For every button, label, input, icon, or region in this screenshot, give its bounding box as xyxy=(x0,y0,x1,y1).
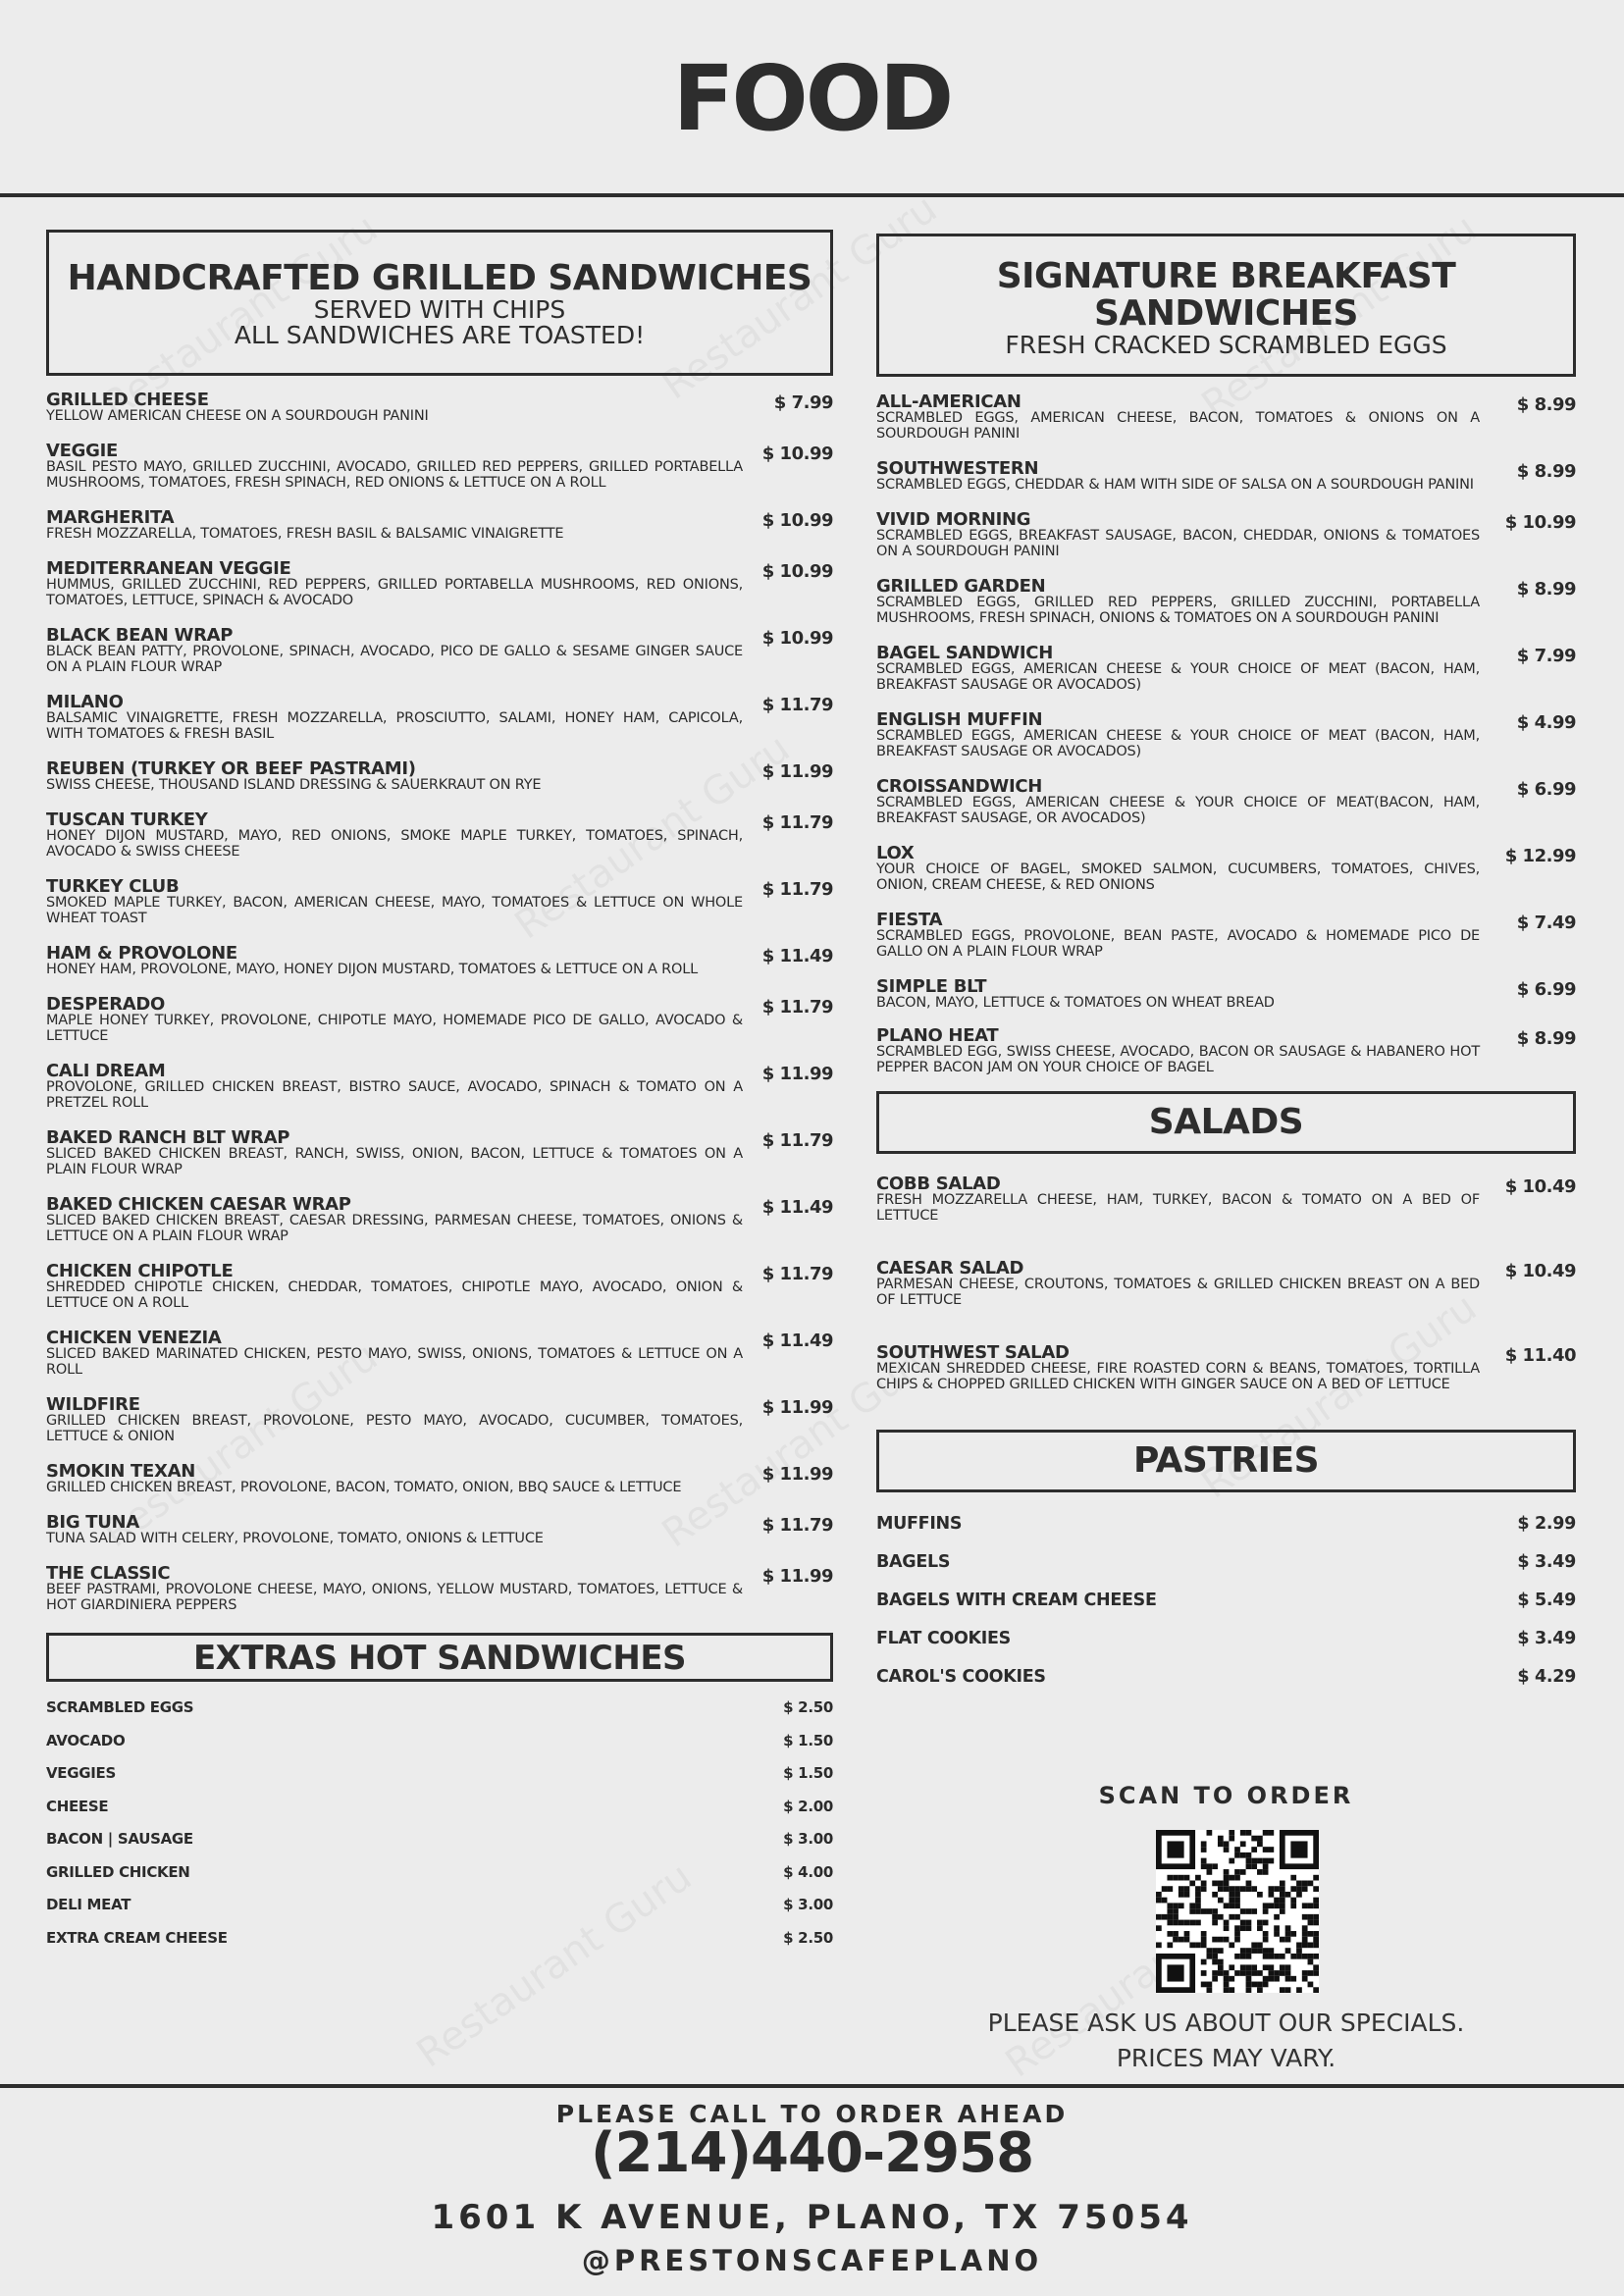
menu-item-name: BAKED CHICKEN CAESAR WRAP xyxy=(46,1194,351,1215)
breakfast-list xyxy=(876,391,1576,1075)
menu-item-name: SMOKIN TEXAN xyxy=(46,1461,196,1482)
salads-list xyxy=(876,1176,1576,1392)
menu-item-price: $ 10.99 xyxy=(1504,512,1576,533)
menu-item xyxy=(46,441,833,491)
menu-item xyxy=(46,943,833,977)
menu-item-price: $ 6.99 xyxy=(1516,979,1576,1000)
menu-item-price: $ 6.99 xyxy=(1516,779,1576,800)
menu-item-description: SLICED BAKED CHICKEN BREAST, RANCH, SWISS, ONION, BACON, LETTUCE & TOMATOES ON A PLAIN FLOUR WRAP xyxy=(46,1146,743,1177)
menu-item-description: HUMMUS, GRILLED ZUCCHINI, RED PEPPERS, GRILLED PORTABELLA MUSHROOMS, RED ONIONS, TOMATOES, LETTUCE, SPINACH & AVOCADO xyxy=(46,577,743,608)
menu-item xyxy=(876,576,1576,626)
menu-item-description: YOUR CHOICE OF BAGEL, SMOKED SALMON, CUCUMBERS, TOMATOES, CHIVES, ONION, CREAM CHEESE, & RED ONIONS xyxy=(876,861,1480,893)
menu-item xyxy=(876,458,1576,493)
menu-row-price: $ 2.50 xyxy=(783,1928,833,1947)
menu-item xyxy=(46,625,833,675)
breakfast-heading-2: SANDWICHES xyxy=(1094,292,1358,334)
menu-item-price: $ 10.99 xyxy=(761,444,833,464)
menu-row xyxy=(876,1582,1576,1620)
menu-item-name: FIESTA xyxy=(876,910,943,930)
menu-row xyxy=(876,1620,1576,1658)
menu-row-name: FLAT COOKIES xyxy=(876,1629,1011,1648)
extras-list xyxy=(46,1692,833,1955)
scan-to-order-label: SCAN TO ORDER xyxy=(1098,1782,1354,1809)
menu-item xyxy=(46,1563,833,1613)
menu-item-name: CROISSANDWICH xyxy=(876,776,1043,797)
menu-item-name: ENGLISH MUFFIN xyxy=(876,709,1043,730)
menu-item-price: $ 11.79 xyxy=(761,1515,833,1536)
menu-row-name: GRILLED CHICKEN xyxy=(46,1862,190,1881)
phone-number[interactable]: (214)440-2958 xyxy=(590,2121,1034,2185)
menu-row-name: BACON | SAUSAGE xyxy=(46,1830,193,1848)
menu-item-name: HAM & PROVOLONE xyxy=(46,943,237,964)
menu-row-price: $ 2.50 xyxy=(783,1698,833,1716)
menu-item xyxy=(46,1461,833,1495)
menu-item-price: $ 11.79 xyxy=(761,879,833,900)
menu-row xyxy=(46,1791,833,1824)
menu-row-price: $ 2.99 xyxy=(1517,1514,1576,1534)
menu-row-name: BAGELS WITH CREAM CHEESE xyxy=(876,1591,1157,1610)
menu-item-name: TUSCAN TURKEY xyxy=(46,809,208,830)
menu-item xyxy=(46,692,833,742)
page-title: FOOD xyxy=(672,46,952,151)
menu-item-price: $ 8.99 xyxy=(1516,461,1576,482)
menu-item-name: SOUTHWESTERN xyxy=(876,458,1039,479)
breakfast-header xyxy=(876,234,1576,377)
menu-row-price: $ 3.49 xyxy=(1517,1552,1576,1572)
menu-item xyxy=(876,1258,1576,1308)
menu-item-price: $ 11.40 xyxy=(1504,1345,1576,1366)
right-column xyxy=(876,234,1576,1696)
menu-item-description: SCRAMBLED EGGS, BREAKFAST SAUSAGE, BACON, CHEDDAR, ONIONS & TOMATOES ON A SOURDOUGH PANINI xyxy=(876,528,1480,559)
menu-item xyxy=(876,709,1576,759)
menu-row-name: DELI MEAT xyxy=(46,1896,131,1913)
menu-item xyxy=(46,392,833,424)
menu-item-price: $ 11.49 xyxy=(761,946,833,966)
salads-header xyxy=(876,1091,1576,1154)
menu-item-description: GRILLED CHICKEN BREAST, PROVOLONE, PESTO MAYO, AVOCADO, CUCUMBER, TOMATOES, LETTUCE & ONION xyxy=(46,1413,743,1444)
menu-row-name: CAROL'S COOKIES xyxy=(876,1667,1046,1687)
menu-item-description: SHREDDED CHIPOTLE CHICKEN, CHEDDAR, TOMATOES, CHIPOTLE MAYO, AVOCADO, ONION & LETTUCE ON A ROLL xyxy=(46,1279,743,1311)
menu-item xyxy=(876,1342,1576,1392)
menu-item xyxy=(876,976,1576,1011)
menu-item-price: $ 8.99 xyxy=(1516,579,1576,600)
menu-item-price: $ 11.99 xyxy=(761,1397,833,1418)
pastries-header xyxy=(876,1430,1576,1492)
menu-item-description: BACON, MAYO, LETTUCE & TOMATOES ON WHEAT BREAD xyxy=(876,995,1275,1011)
menu-row-price: $ 3.00 xyxy=(783,1896,833,1913)
menu-item-name: CHICKEN VENEZIA xyxy=(46,1328,222,1348)
menu-item-name: GRILLED GARDEN xyxy=(876,576,1046,597)
menu-item xyxy=(876,1176,1576,1224)
breakfast-heading-1: SIGNATURE BREAKFAST xyxy=(996,256,1456,296)
menu-item-name: COBB SALAD xyxy=(876,1174,1001,1194)
menu-item-price: $ 10.49 xyxy=(1504,1261,1576,1281)
menu-row xyxy=(876,1505,1576,1543)
specials-note xyxy=(876,2006,1576,2076)
menu-item-description: TUNA SALAD WITH CELERY, PROVOLONE, TOMATO, ONIONS & LETTUCE xyxy=(46,1531,544,1546)
menu-item-description: SLICED BAKED MARINATED CHICKEN, PESTO MAYO, SWISS, ONIONS, TOMATOES & LETTUCE ON A ROLL xyxy=(46,1346,743,1378)
menu-item xyxy=(46,876,833,926)
menu-item-price: $ 10.99 xyxy=(761,510,833,531)
menu-item-description: PROVOLONE, GRILLED CHICKEN BREAST, BISTRO SAUCE, AVOCADO, SPINACH & TOMATO ON A PRETZEL ROLL xyxy=(46,1079,743,1111)
menu-item-description: SCRAMBLED EGGS, AMERICAN CHEESE, BACON, TOMATOES & ONIONS ON A SOURDOUGH PANINI xyxy=(876,410,1480,442)
menu-item xyxy=(46,1394,833,1444)
menu-item-name: VIVID MORNING xyxy=(876,509,1031,530)
menu-item-price: $ 11.49 xyxy=(761,1197,833,1218)
menu-row-name: VEGGIES xyxy=(46,1764,117,1782)
call-ahead-label: PLEASE CALL TO ORDER AHEAD xyxy=(555,2100,1069,2128)
menu-item-price: $ 11.79 xyxy=(761,1264,833,1284)
menu-item-description: BALSAMIC VINAIGRETTE, FRESH MOZZARELLA, PROSCIUTTO, SALAMI, HONEY HAM, CAPICOLA, WITH TOMATOES & FRESH BASIL xyxy=(46,710,743,742)
menu-item-description: SCRAMBLED EGGS, GRILLED RED PEPPERS, GRILLED ZUCCHINI, PORTABELLA MUSHROOMS, FRESH SPINACH, ONIONS & TOMATOES ON A SOURDOUGH PANINI xyxy=(876,595,1480,626)
menu-row-name: CHEESE xyxy=(46,1797,109,1815)
menu-item xyxy=(46,1328,833,1378)
menu-item-name: ALL-AMERICAN xyxy=(876,391,1022,412)
menu-item-description: FRESH MOZZARELLA CHEESE, HAM, TURKEY, BACON & TOMATO ON A BED OF LETTUCE xyxy=(876,1192,1480,1224)
extras-heading: EXTRAS HOT SANDWICHES xyxy=(192,1639,687,1678)
menu-item-description: BEEF PASTRAMI, PROVOLONE CHEESE, MAYO, ONIONS, YELLOW MUSTARD, TOMATOES, LETTUCE & HOT GIARDINIERA PEPPERS xyxy=(46,1582,743,1613)
menu-row xyxy=(46,1856,833,1890)
menu-item-price: $ 7.99 xyxy=(773,392,833,413)
qr-code[interactable] xyxy=(1156,1830,1319,1993)
pastries-list xyxy=(876,1505,1576,1696)
menu-item-description: HONEY DIJON MUSTARD, MAYO, RED ONIONS, SMOKE MAPLE TURKEY, TOMATOES, SPINACH, AVOCADO & SWISS CHEESE xyxy=(46,828,743,860)
menu-item xyxy=(46,1512,833,1546)
menu-item xyxy=(876,910,1576,960)
menu-item-name: CALI DREAM xyxy=(46,1061,166,1081)
sandwich-list xyxy=(46,392,833,1613)
menu-row xyxy=(46,1725,833,1758)
menu-item xyxy=(876,509,1576,559)
menu-item-price: $ 11.79 xyxy=(761,695,833,715)
menu-item-price: $ 10.99 xyxy=(761,628,833,649)
menu-item-name: BAKED RANCH BLT WRAP xyxy=(46,1127,290,1148)
menu-item-price: $ 11.99 xyxy=(761,1064,833,1084)
menu-row xyxy=(876,1543,1576,1582)
menu-item-price: $ 12.99 xyxy=(1504,846,1576,866)
menu-item-price: $ 11.99 xyxy=(761,1464,833,1485)
menu-item-description: SCRAMBLED EGG, SWISS CHEESE, AVOCADO, BACON OR SAUSAGE & HABANERO HOT PEPPER BACON JAM ON YOUR CHOICE OF BAGEL xyxy=(876,1044,1480,1075)
menu-row xyxy=(46,1922,833,1956)
menu-item xyxy=(46,1061,833,1111)
menu-item-name: DESPERADO xyxy=(46,994,166,1015)
menu-item-price: $ 7.49 xyxy=(1516,913,1576,933)
menu-item-price: $ 10.49 xyxy=(1504,1176,1576,1197)
menu-item-price: $ 10.99 xyxy=(761,561,833,582)
menu-item-name: SOUTHWEST SALAD xyxy=(876,1342,1070,1363)
menu-item-description: FRESH MOZZARELLA, TOMATOES, FRESH BASIL & BALSAMIC VINAIGRETTE xyxy=(46,526,564,542)
menu-item-price: $ 7.99 xyxy=(1516,646,1576,666)
menu-item-name: MEDITERRANEAN VEGGIE xyxy=(46,558,291,579)
menu-item xyxy=(46,994,833,1044)
menu-row-price: $ 3.00 xyxy=(783,1830,833,1848)
menu-item-name: BIG TUNA xyxy=(46,1512,139,1533)
menu-row xyxy=(46,1889,833,1922)
menu-item-description: SMOKED MAPLE TURKEY, BACON, AMERICAN CHEESE, MAYO, TOMATOES & LETTUCE ON WHOLE WHEAT TOAST xyxy=(46,895,743,926)
menu-row-price: $ 2.00 xyxy=(783,1797,833,1815)
menu-item-name: CAESAR SALAD xyxy=(876,1258,1024,1278)
menu-item xyxy=(46,558,833,608)
sandwiches-heading: HANDCRAFTED GRILLED SANDWICHES xyxy=(67,258,812,298)
menu-item xyxy=(876,776,1576,826)
menu-row-price: $ 4.00 xyxy=(783,1862,833,1881)
menu-item-description: PARMESAN CHEESE, CROUTONS, TOMATOES & GRILLED CHICKEN BREAST ON A BED OF LETTUCE xyxy=(876,1277,1480,1308)
menu-item-description: MEXICAN SHREDDED CHEESE, FIRE ROASTED CORN & BEANS, TOMATOES, TORTILLA CHIPS & CHOPPED GRILLED CHICKEN WITH GINGER SAUCE ON A BED OF LETTUCE xyxy=(876,1361,1480,1392)
menu-item-description: MAPLE HONEY TURKEY, PROVOLONE, CHIPOTLE MAYO, HOMEMADE PICO DE GALLO, AVOCADO & LETTUCE xyxy=(46,1013,743,1044)
sandwiches-sub1: SERVED WITH CHIPS xyxy=(313,294,566,324)
menu-item-price: $ 11.79 xyxy=(761,1130,833,1151)
menu-item-name: GRILLED CHEESE xyxy=(46,390,209,410)
menu-item xyxy=(46,758,833,793)
menu-item xyxy=(876,843,1576,893)
menu-item-description: SWISS CHEESE, THOUSAND ISLAND DRESSING & SAUERKRAUT ON RYE xyxy=(46,777,542,793)
menu-item-name: VEGGIE xyxy=(46,441,118,461)
menu-row-price: $ 1.50 xyxy=(783,1731,833,1749)
menu-item-name: THE CLASSIC xyxy=(46,1563,171,1584)
salads-heading: SALADS xyxy=(1148,1102,1304,1142)
menu-item-price: $ 4.99 xyxy=(1516,712,1576,733)
left-column xyxy=(46,230,833,1955)
menu-row-price: $ 5.49 xyxy=(1517,1591,1576,1610)
menu-item-name: MARGHERITA xyxy=(46,507,175,528)
bottom-divider xyxy=(0,2084,1624,2088)
menu-item-name: REUBEN (TURKEY OR BEEF PASTRAMI) xyxy=(46,758,416,779)
menu-item-description: SCRAMBLED EGGS, AMERICAN CHEESE & YOUR CHOICE OF MEAT (BACON, HAM, BREAKFAST SAUSAGE OR AVOCADOS) xyxy=(876,728,1480,759)
menu-row-price: $ 4.29 xyxy=(1517,1667,1576,1687)
menu-item-name: WILDFIRE xyxy=(46,1394,140,1415)
menu-item xyxy=(46,1127,833,1177)
menu-row-name: SCRAMBLED EGGS xyxy=(46,1698,194,1716)
menu-item-description: SCRAMBLED EGGS, AMERICAN CHEESE & YOUR CHOICE OF MEAT(BACON, HAM, BREAKFAST SAUSAGE, OR AVOCADOS) xyxy=(876,795,1480,826)
menu-item xyxy=(46,1261,833,1311)
menu-row-name: MUFFINS xyxy=(876,1514,963,1534)
menu-row-price: $ 3.49 xyxy=(1517,1629,1576,1648)
menu-item-description: SCRAMBLED EGGS, CHEDDAR & HAM WITH SIDE OF SALSA ON A SOURDOUGH PANINI xyxy=(876,477,1474,493)
menu-item-name: MILANO xyxy=(46,692,124,712)
menu-item-price: $ 8.99 xyxy=(1516,1028,1576,1049)
menu-item xyxy=(46,507,833,542)
menu-row-name: AVOCADO xyxy=(46,1731,126,1749)
menu-row xyxy=(46,1823,833,1856)
menu-item-description: BLACK BEAN PATTY, PROVOLONE, SPINACH, AVOCADO, PICO DE GALLO & SESAME GINGER SAUCE ON A PLAIN FLOUR WRAP xyxy=(46,644,743,675)
social-handle[interactable]: @PRESTONSCAFEPLANO xyxy=(581,2244,1043,2277)
menu-item xyxy=(46,1194,833,1244)
menu-item-name: LOX xyxy=(876,843,915,863)
menu-item-name: SIMPLE BLT xyxy=(876,976,987,997)
menu-row-name: BAGELS xyxy=(876,1552,951,1572)
menu-item-price: $ 11.79 xyxy=(761,997,833,1018)
menu-item-price: $ 11.49 xyxy=(761,1331,833,1351)
menu-item-description: GRILLED CHICKEN BREAST, PROVOLONE, BACON, TOMATO, ONION, BBQ SAUCE & LETTUCE xyxy=(46,1480,682,1495)
pastries-heading: PASTRIES xyxy=(1132,1440,1320,1481)
menu-row xyxy=(46,1692,833,1725)
menu-item-name: TURKEY CLUB xyxy=(46,876,180,897)
specials-note-line-2: PRICES MAY VARY. xyxy=(1116,2044,1336,2072)
menu-row xyxy=(46,1757,833,1791)
menu-item-price: $ 11.99 xyxy=(761,761,833,782)
menu-item-name: CHICKEN CHIPOTLE xyxy=(46,1261,234,1281)
breakfast-sub: FRESH CRACKED SCRAMBLED EGGS xyxy=(1005,330,1447,359)
menu-item-description: SCRAMBLED EGGS, AMERICAN CHEESE & YOUR CHOICE OF MEAT (BACON, HAM, BREAKFAST SAUSAGE OR AVOCADOS) xyxy=(876,661,1480,693)
menu-row-name: EXTRA CREAM CHEESE xyxy=(46,1928,228,1947)
menu-item-description: SCRAMBLED EGGS, PROVOLONE, BEAN PASTE, AVOCADO & HOMEMADE PICO DE GALLO ON A PLAIN FLOUR WRAP xyxy=(876,928,1480,960)
sandwiches-header xyxy=(46,230,833,376)
menu-item xyxy=(876,643,1576,693)
top-divider xyxy=(0,193,1624,197)
menu-item xyxy=(876,391,1576,442)
menu-row xyxy=(876,1658,1576,1696)
menu-item-description: BASIL PESTO MAYO, GRILLED ZUCCHINI, AVOCADO, GRILLED RED PEPPERS, GRILLED PORTABELLA MUSHROOMS, TOMATOES, FRESH SPINACH, RED ONIONS & LETTUCE ON A ROLL xyxy=(46,459,743,491)
menu-item-description: SLICED BAKED CHICKEN BREAST, CAESAR DRESSING, PARMESAN CHEESE, TOMATOES, ONIONS & LETTUCE ON A PLAIN FLOUR WRAP xyxy=(46,1213,743,1244)
extras-header xyxy=(46,1633,833,1682)
menu-item-price: $ 8.99 xyxy=(1516,394,1576,415)
menu-item-name: BAGEL SANDWICH xyxy=(876,643,1053,663)
menu-item-description: YELLOW AMERICAN CHEESE ON A SOURDOUGH PANINI xyxy=(46,408,429,424)
sandwiches-sub2: ALL SANDWICHES ARE TOASTED! xyxy=(234,321,646,350)
address: 1601 K AVENUE, PLANO, TX 75054 xyxy=(431,2198,1193,2237)
menu-item-description: HONEY HAM, PROVOLONE, MAYO, HONEY DIJON MUSTARD, TOMATOES & LETTUCE ON A ROLL xyxy=(46,962,698,977)
menu-item xyxy=(46,809,833,860)
menu-item-name: BLACK BEAN WRAP xyxy=(46,625,234,646)
menu-row-price: $ 1.50 xyxy=(783,1764,833,1782)
specials-note-line-1: PLEASE ASK US ABOUT OUR SPECIALS. xyxy=(987,2009,1465,2037)
menu-item-price: $ 11.99 xyxy=(761,1566,833,1587)
menu-item-price: $ 11.79 xyxy=(761,812,833,833)
menu-item xyxy=(876,1025,1576,1075)
menu-item-name: PLANO HEAT xyxy=(876,1025,999,1046)
